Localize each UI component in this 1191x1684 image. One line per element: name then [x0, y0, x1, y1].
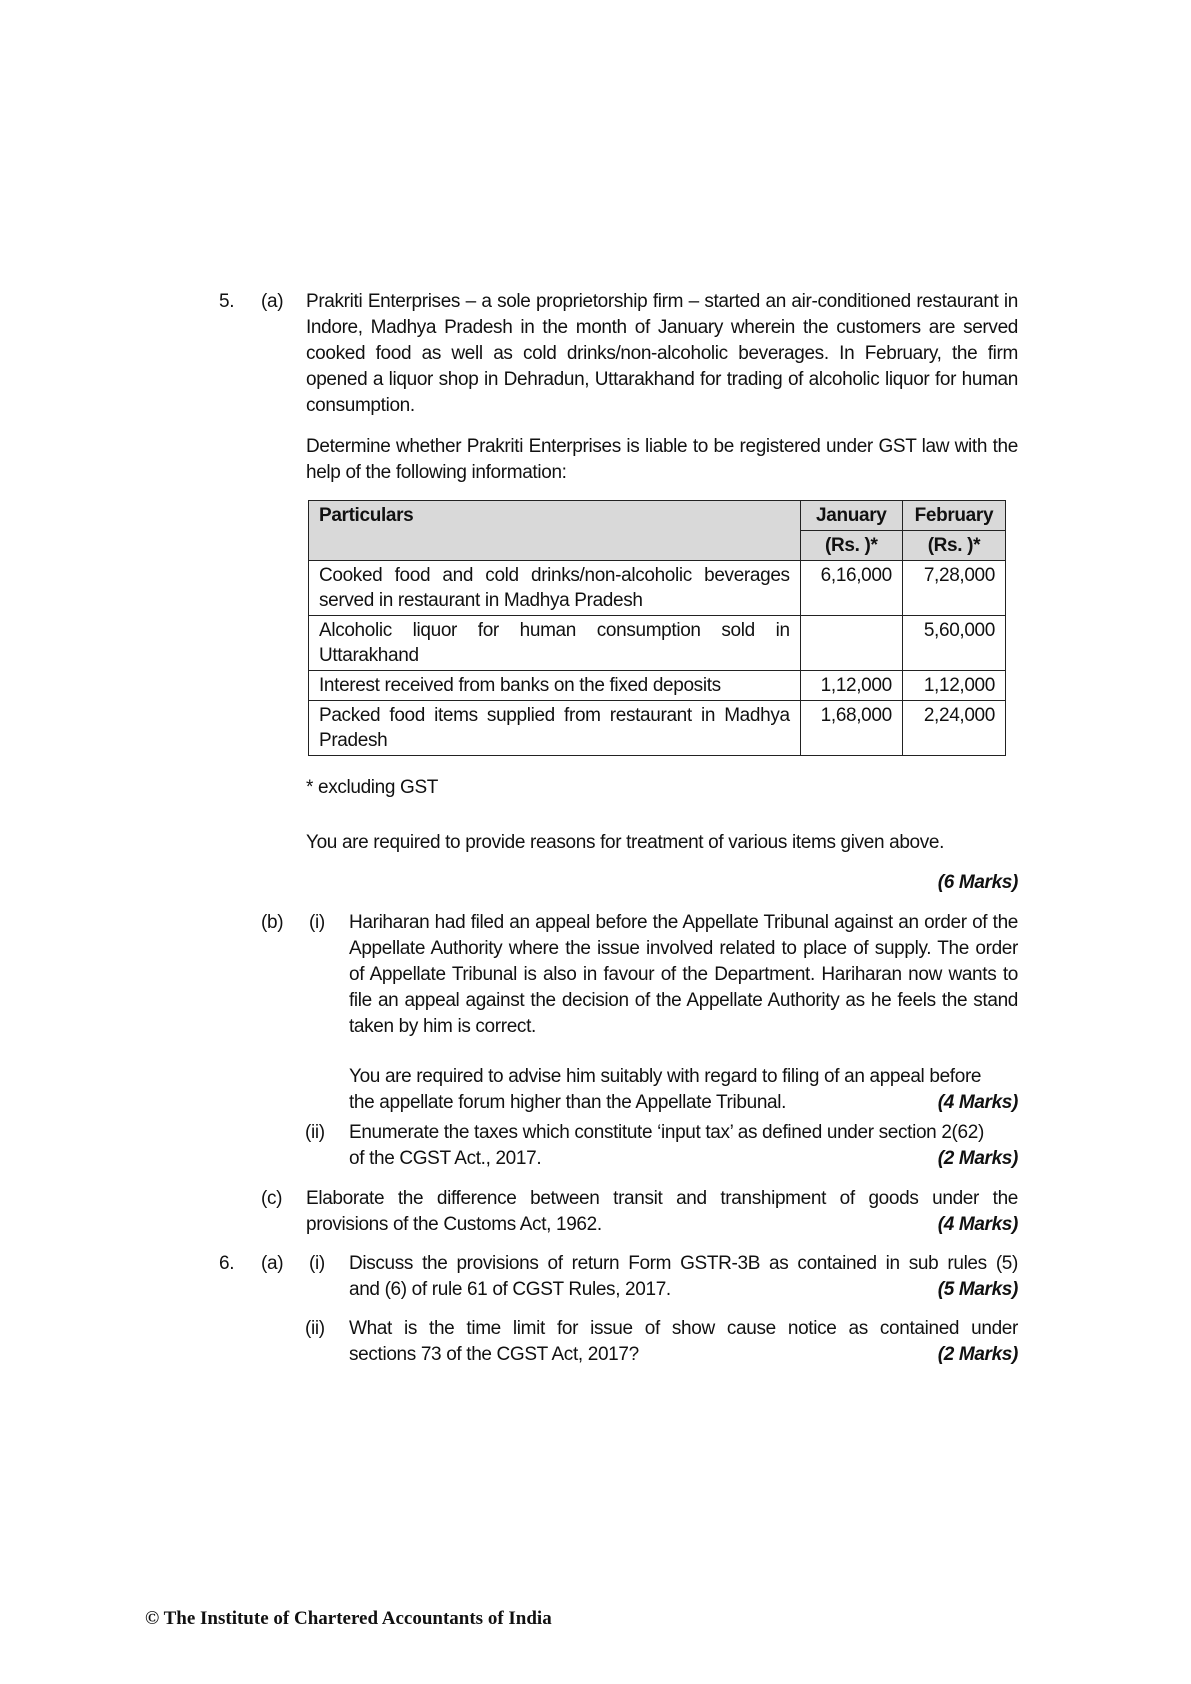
- header-february: February: [902, 501, 1005, 531]
- q5c-line2-row: [306, 1212, 1018, 1238]
- row-particulars: Packed food items supplied from restaurant in Madhya Pradesh: [309, 701, 801, 756]
- q5b-i-advice-line1: You are required to advise him suitably with regard to filing of an appeal before: [349, 1066, 982, 1087]
- table-row: [309, 671, 1006, 701]
- row-january: 6,16,000: [800, 561, 902, 616]
- q5c-label: (c): [261, 1188, 283, 1209]
- q5b-i-label: (i): [309, 912, 325, 933]
- q6a-i-marks: (5 Marks): [937, 1279, 1018, 1300]
- unit-february: (Rs. )*: [902, 531, 1005, 561]
- table-header-row: [309, 501, 1006, 531]
- row-january: [800, 616, 902, 671]
- q5b-i-advice-line2: the appellate forum higher than the Appellate Tribunal.: [349, 1092, 787, 1113]
- q5b-ii-block: [349, 1120, 1018, 1172]
- row-february: 5,60,000: [902, 616, 1005, 671]
- q5b-ii-marks: (2 Marks): [937, 1148, 1018, 1169]
- row-february: 7,28,000: [902, 561, 1005, 616]
- table-row: [309, 561, 1006, 616]
- table-row: [309, 701, 1006, 756]
- q6a-i-block: [349, 1251, 1018, 1303]
- q5a-marks: (6 Marks): [937, 872, 1018, 893]
- row-february: 1,12,000: [902, 671, 1005, 701]
- q6a-ii-label: (ii): [305, 1318, 325, 1339]
- q6a-ii-line2-row: [349, 1342, 1018, 1368]
- row-particulars: Alcoholic liquor for human consumption sold in Uttarakhand: [309, 616, 801, 671]
- q6a-ii-line2: sections 73 of the CGST Act, 2017?: [349, 1344, 639, 1365]
- q5c-marks: (4 Marks): [937, 1214, 1018, 1235]
- header-particulars: Particulars: [309, 501, 801, 561]
- q5a-question: Determine whether Prakriti Enterprises is liable to be registered under GST law with the help of the following information:: [306, 436, 1018, 483]
- q6a-i-line2-row: [349, 1277, 1018, 1303]
- q5c-block: [306, 1186, 1018, 1238]
- q5a-label: (a): [261, 291, 284, 312]
- q6a-label: (a): [261, 1253, 284, 1274]
- q5a-intro: Prakriti Enterprises – a sole proprietorship firm – started an air-conditioned restaurant in Indore, Madhya Pradesh in the month of January wherein the customers are served cooked food as well as cold drinks/non-alcoholic beverages. In February, the firm opened a liquor shop in Dehradun, Uttarakhand for trading of alcoholic liquor for human consumption.: [306, 291, 1018, 416]
- row-january: 1,68,000: [800, 701, 902, 756]
- q5a-requirement: You are required to provide reasons for treatment of various items given above.: [306, 832, 945, 853]
- q6a-i-line2: and (6) of rule 61 of CGST Rules, 2017.: [349, 1279, 671, 1300]
- table-row: [309, 616, 1006, 671]
- q6a-i-line1: Discuss the provisions of return Form GSTR-3B as contained in sub rules (5): [349, 1253, 1018, 1274]
- row-january: 1,12,000: [800, 671, 902, 701]
- q5b-ii-label: (ii): [305, 1122, 325, 1143]
- q6a-i-label: (i): [309, 1253, 325, 1274]
- unit-january: (Rs. )*: [800, 531, 902, 561]
- q5b-i-advice: [349, 1064, 1018, 1116]
- q6a-ii-line1: What is the time limit for issue of show cause notice as contained under: [349, 1318, 1018, 1339]
- footer-copyright: © The Institute of Chartered Accountants of India: [145, 1608, 552, 1629]
- turnover-table: [308, 500, 1006, 756]
- q5c-line2: provisions of the Customs Act, 1962.: [306, 1214, 602, 1235]
- q5b-ii-line2-row: [349, 1146, 1018, 1172]
- q6a-ii-marks: (2 Marks): [937, 1344, 1018, 1365]
- header-january: January: [800, 501, 902, 531]
- q5b-ii-line1: Enumerate the taxes which constitute ‘input tax’ as defined under section 2(62): [349, 1122, 984, 1143]
- q5b-ii-line2: of the CGST Act., 2017.: [349, 1148, 542, 1169]
- q5b-i-text: Hariharan had filed an appeal before the Appellate Tribunal against an order of the Appellate Authority where the issue involved related to place of supply. The order of Appellate Tribunal is also in favour of the Department. Hariharan now wants to file an appeal against the decision of the Appellate Authority as he feels the stand taken by him is correct.: [349, 912, 1018, 1037]
- q5c-line1: Elaborate the difference between transit and transhipment of goods under the: [306, 1188, 1018, 1209]
- row-particulars: Cooked food and cold drinks/non-alcoholic beverages served in restaurant in Madhya Pradesh: [309, 561, 801, 616]
- table-footnote: * excluding GST: [306, 777, 439, 798]
- row-february: 2,24,000: [902, 701, 1005, 756]
- q5b-label: (b): [261, 912, 284, 933]
- row-particulars: Interest received from banks on the fixed deposits: [309, 671, 801, 701]
- q6a-ii-block: [349, 1316, 1018, 1368]
- q6-number: 6.: [219, 1253, 235, 1274]
- q5-number: 5.: [219, 291, 235, 312]
- q5b-i-advice-line2-row: [349, 1090, 1018, 1116]
- q5b-i-marks: (4 Marks): [937, 1092, 1018, 1113]
